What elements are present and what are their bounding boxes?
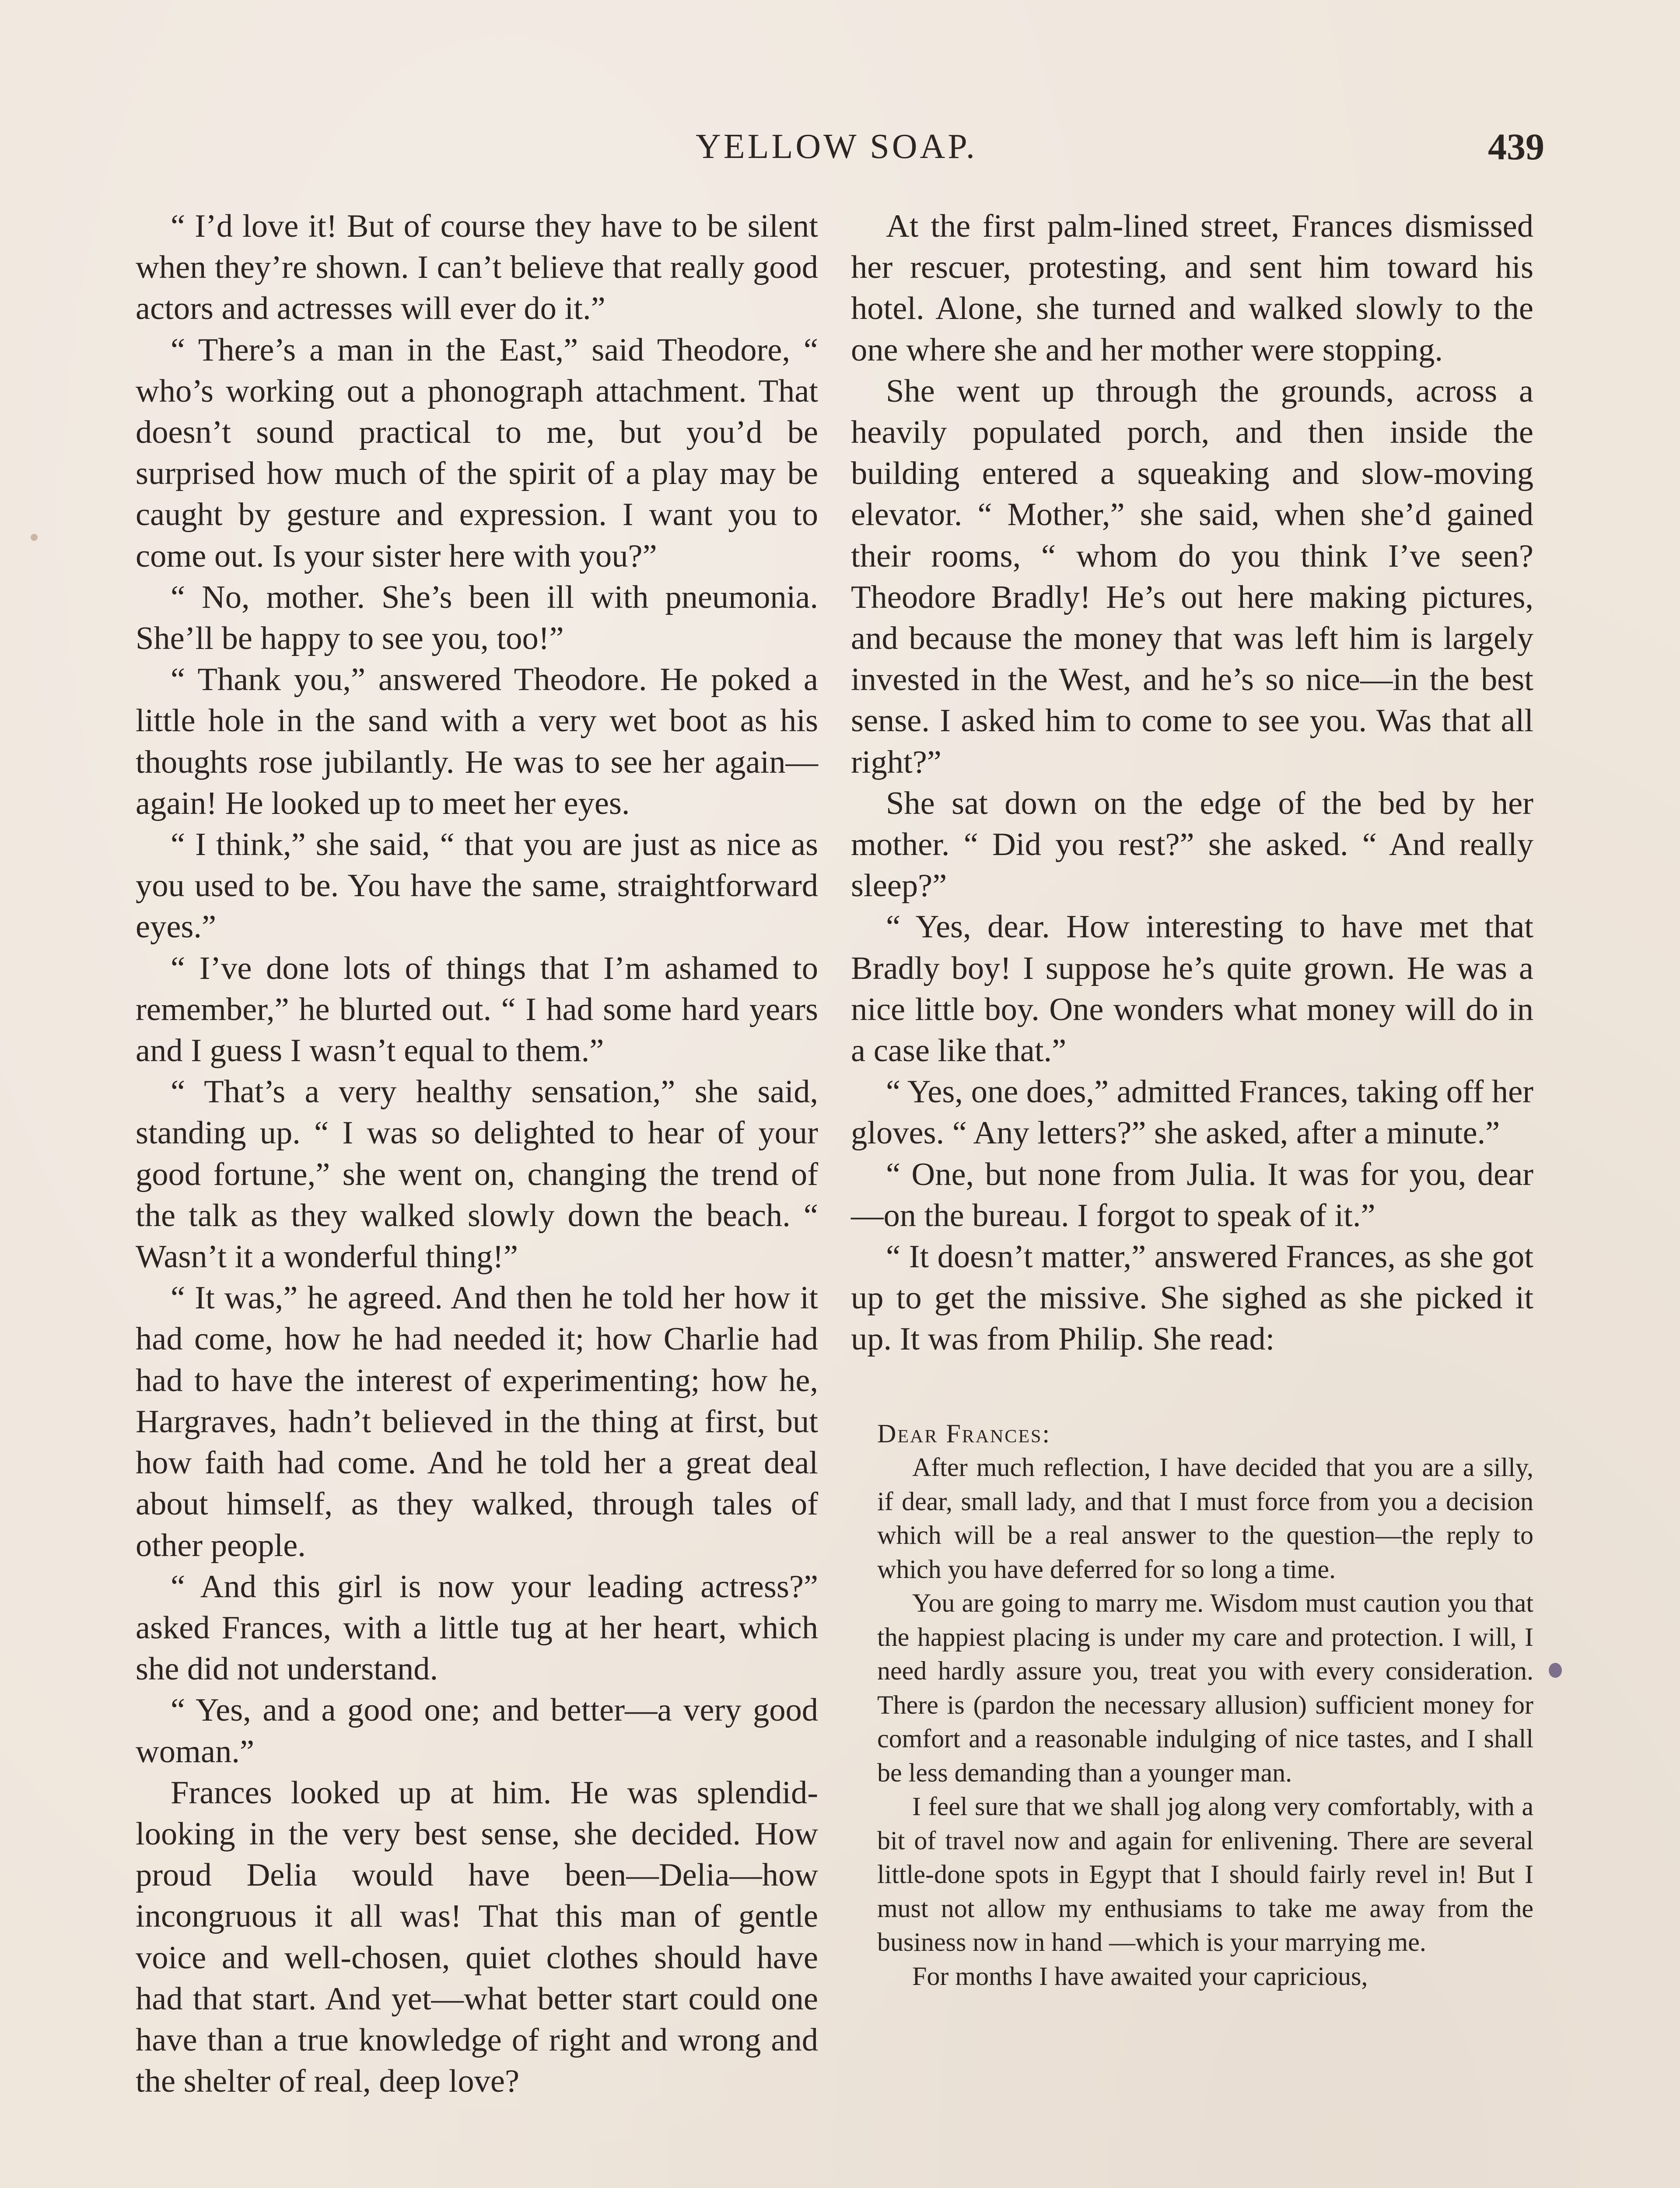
paragraph: “ It was,” he agreed. And then he told her how it had come, how he had needed it; how Charlie had had to have the interest of experimenting; how he, Hargraves, hadn’t believed in the thing at first, but how faith had come. And he told her a great deal about himself, as they walked, through tales of other people.: [136, 1280, 818, 1564]
paragraph: “ Yes, one does,” admitted Frances, taking off her gloves. “ Any letters?” she asked, after a minute.”: [851, 1074, 1533, 1151]
paragraph: “ No, mother. She’s been ill with pneumonia. She’ll be happy to see you, too!”: [136, 579, 818, 657]
paragraph: “ Thank you,” answered Theodore. He poked a little hole in the sand with a very wet boot as his thoughts rose jubilantly. He was to see her again—again! He looked up to meet her eyes.: [136, 662, 818, 821]
ink-speck: [31, 534, 38, 541]
letter-paragraph: For months I have awaited your capricious,: [912, 1961, 1368, 1991]
paragraph: At the first palm-lined street, Frances dismissed her rescuer, protesting, and sent him toward his hotel. Alone, she turned and walked slowly to the one where she and her mother were stopping.: [851, 208, 1533, 368]
letter-paragraph: After much reflection, I have decided that you are a silly, if dear, small lady, and that I must force from you a decision which will be a real answer to the question—the reply to which you have deferred for so long a time.: [877, 1453, 1533, 1584]
paragraph: “ I think,” she said, “ that you are just as nice as you used to be. You have the same, straightforward eyes.”: [136, 827, 818, 945]
paragraph: “ One, but none from Julia. It was for you, dear—on the bureau. I forgot to speak of it.”: [851, 1156, 1533, 1234]
paragraph: “ It doesn’t matter,” answered Frances, as she got up to get the missive. She sighed as she picked it up. It was from Philip. She read:: [851, 1239, 1533, 1357]
paragraph: She went up through the grounds, across a heavily populated porch, and then inside the building entered a squeaking and slow-moving elevator. “ Mother,” she said, when she’d gained their rooms, “ whom do you think I’ve seen? Theodore Bradly! He’s out here making pictures, and because the money that was left him is largely invested in the West, and he’s so nice—in the best sense. I asked him to come to see you. Was that all right?”: [851, 373, 1533, 780]
running-title: YELLOW SOAP.: [696, 127, 977, 166]
paragraph: “ That’s a very healthy sensation,” she said, standing up. “ I was so delighted to hear of your good fortune,” she went on, changing the trend of the talk as they walked slowly down the beach. “ Wasn’t it a wonderful thing!”: [136, 1074, 818, 1275]
letter-block: [851, 1417, 1533, 1994]
paragraph: “ I’ve done lots of things that I’m ashamed to remember,” he blurted out. “ I had some hard years and I guess I wasn’t equal to them.”: [136, 950, 818, 1069]
paragraph: “ Yes, dear. How interesting to have met that Bradly boy! I suppose he’s quite grown. He was a nice little boy. One wonders what money will do in a case like that.”: [851, 909, 1533, 1069]
page-number: 439: [1488, 126, 1544, 168]
paragraph: “ And this girl is now your leading actress?” asked Frances, with a little tug at her heart, which she did not understand.: [136, 1568, 818, 1687]
paragraph: “ There’s a man in the East,” said Theodore, “ who’s working out a phonograph attachment. That doesn’t sound practical to me, but you’d be surprised how much of the spirit of a play may be caught by gesture and expression. I want you to come out. Is your sister here with you?”: [136, 332, 818, 574]
ink-speck: [1549, 1663, 1562, 1678]
letter-paragraph: You are going to marry me. Wisdom must caution you that the happiest placing is under my care and protection. I will, I need hardly assure you, treat you with every consideration. There is (pardon the necessary allusion) sufficient money for comfort and a reasonable indulging of nice tastes, and I shall be less demanding than a younger man.: [877, 1588, 1533, 1787]
paragraph: “ I’d love it! But of course they have to be silent when they’re shown. I can’t believe that really good actors and actresses will ever do it.”: [136, 208, 818, 327]
paragraph: She sat down on the edge of the bed by her mother. “ Did you rest?” she asked. “ And really sleep?”: [851, 785, 1533, 904]
right-column: [851, 206, 1533, 1993]
letter-salutation: Dear Frances:: [877, 1419, 1051, 1448]
paragraph: Frances looked up at him. He was splendid-looking in the very best sense, she decided. How proud Delia would have been—Delia—how incongruous it all was! That this man of gentle voice and well-chosen, quiet clothes should have had that start. And yet—what better start could one have than a true knowledge of right and wrong and the shelter of real, deep love?: [136, 1774, 818, 2100]
letter-paragraph: I feel sure that we shall jog along very comfortably, with a bit of travel now and again for enlivening. There are several little-done spots in Egypt that I should fairly revel in! But I must not allow my enthusiams to take me away from the business now in hand —which is your marrying me.: [877, 1792, 1533, 1957]
left-column: [136, 206, 818, 2102]
paragraph: “ Yes, and a good one; and better—a very good woman.”: [136, 1692, 818, 1770]
